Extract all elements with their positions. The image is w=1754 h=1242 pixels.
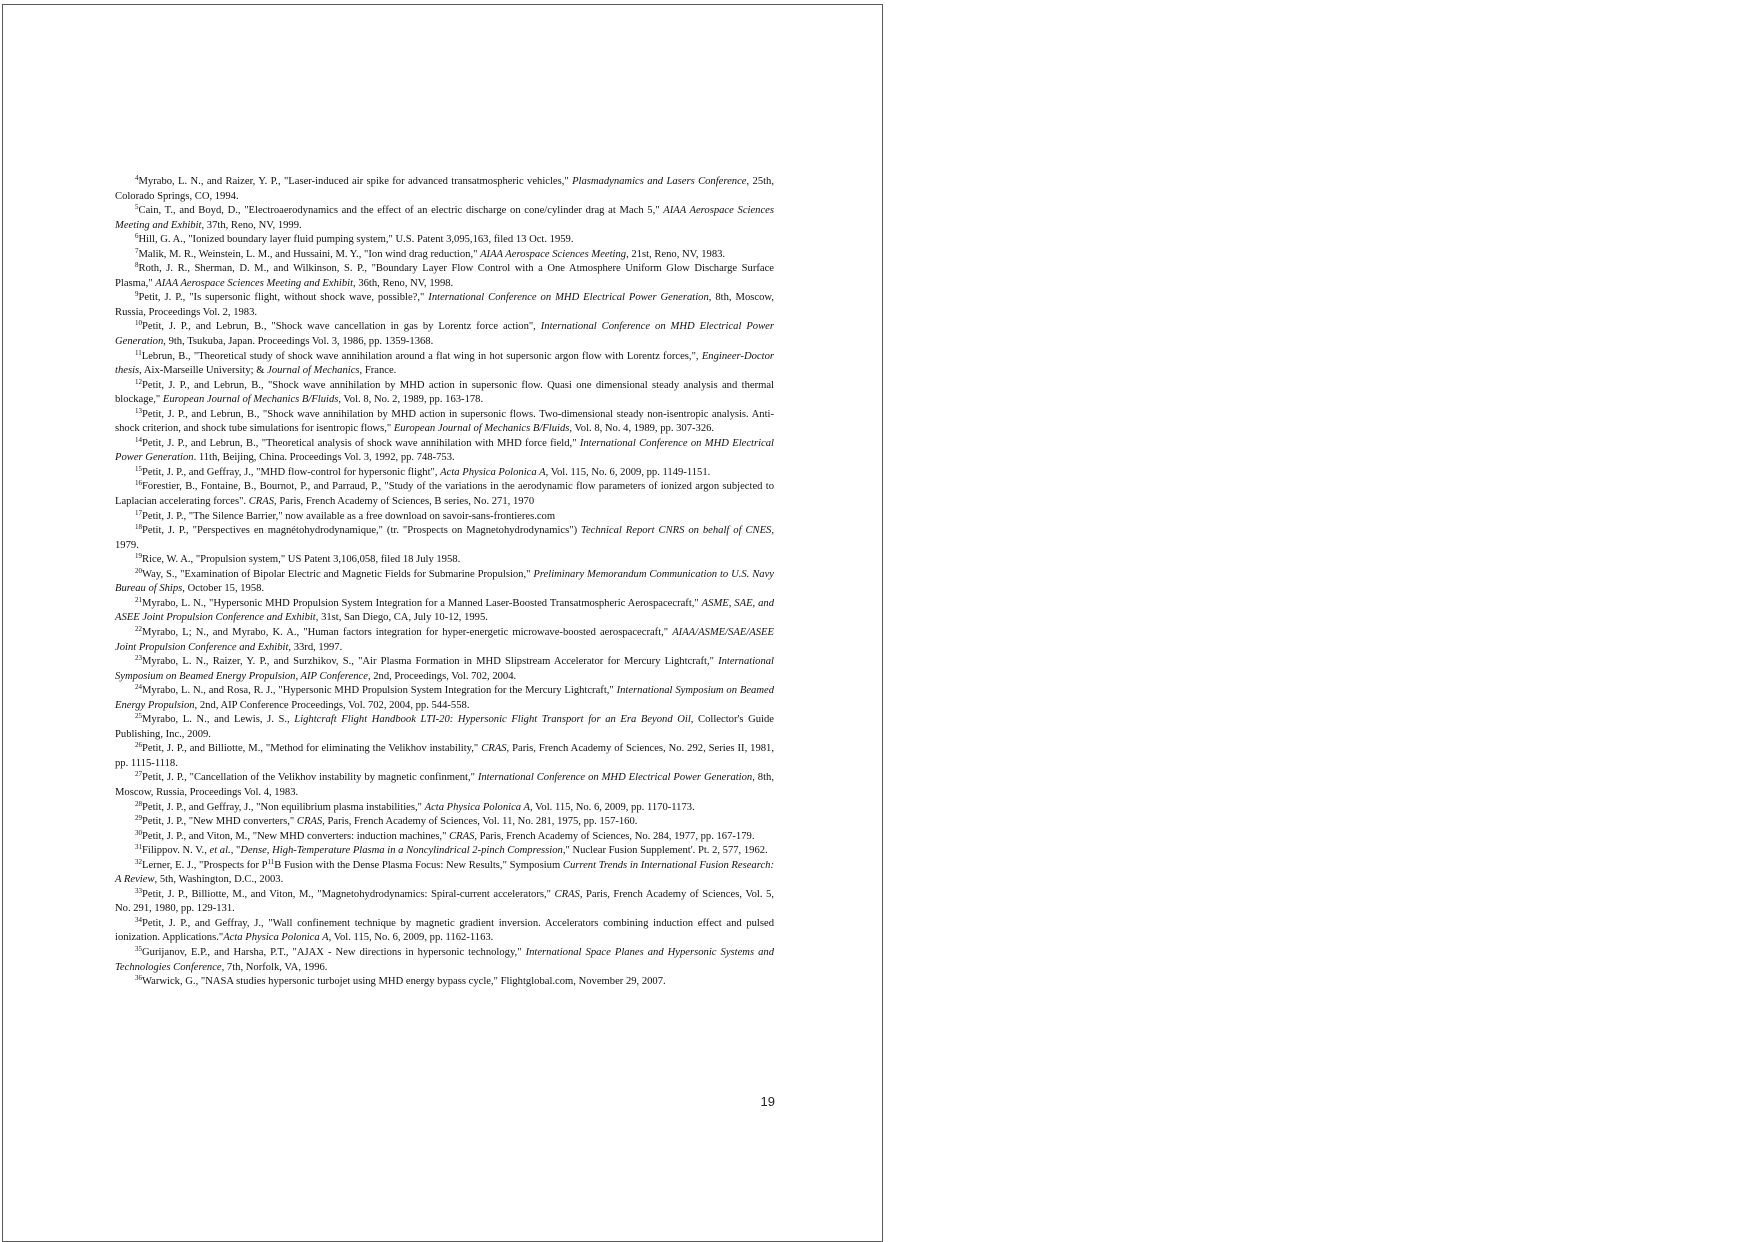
reference-text: , Paris, French Academy of Sciences, Vol. 5, No. 291, 1980, pp. 129-131. [115, 888, 774, 915]
reference-text: , 25th, Colorado Springs, CO, 1994. [115, 176, 775, 202]
reference-item [115, 320, 774, 349]
reference-number: 7 [135, 246, 139, 255]
reference-text: , October 15, 1958. [182, 583, 265, 595]
reference-number: 35 [135, 944, 142, 953]
reference-italic-text: CRAS [449, 830, 475, 842]
reference-text: Petit, J. P., and Lebrun, B., "Shock wave annihilation by MHD action in supersonic flow. Quasi one dimensional steady analysis and thermal blockage," [115, 379, 774, 406]
reference-item [115, 946, 774, 975]
reference-number: 19 [135, 552, 142, 561]
reference-italic-text: CRAS [554, 888, 580, 900]
reference-item [115, 655, 774, 684]
reference-item [115, 830, 774, 845]
reference-number: 10 [135, 319, 142, 328]
reference-text: , 9th, Tsukuba, Japan. Proceedings Vol. 3, 1986, pp. 1359-1368. [163, 336, 434, 348]
reference-text: , Aix-Marseille University; & [139, 365, 268, 377]
reference-number: 29 [135, 814, 142, 823]
reference-text: , 31st, San Diego, CA, July 10-12, 1995. [315, 612, 488, 624]
reference-text: , Vol. 8, No. 2, 1989, pp. 163-178. [338, 394, 484, 406]
reference-italic-text: CRAS [481, 743, 507, 755]
reference-item [115, 262, 774, 291]
reference-italic-text: International Symposium on Beamed Energy Propulsion, AIP Conference [115, 656, 774, 682]
reference-italic-text: CRAS [248, 496, 275, 508]
reference-text: . 11th, Beijing, China. Proceedings Vol. 3, 1992, pp. 748-753. [193, 452, 455, 464]
reference-number: 4 [135, 174, 139, 182]
reference-number: 22 [135, 624, 142, 633]
reference-number: 8 [135, 261, 139, 270]
reference-text: Way, S., "Examination of Bipolar Electric and Magnetic Fields for Submarine Propulsion," [142, 568, 534, 580]
reference-italic-text: Plasmadynamics and Lasers Conference [572, 176, 747, 187]
reference-item [115, 917, 774, 946]
reference-number: 32 [135, 857, 142, 866]
reference-text: Roth, J. R., Sherman, D. M., and Wilkinson, S. P., "Boundary Layer Flow Control with a One Atmosphere Uniform Glow Discharge Surface Plasma," [115, 263, 774, 289]
reference-number: 13 [135, 406, 142, 415]
reference-item [115, 233, 774, 248]
reference-text: , Collector's Guide Publishing, Inc., 2009. [115, 714, 774, 740]
reference-number: 12 [135, 377, 142, 386]
reference-number: 14 [135, 435, 142, 444]
reference-text: , " [230, 845, 241, 857]
reference-number: 25 [135, 712, 142, 721]
reference-list [115, 175, 774, 990]
reference-text: , 2nd, AIP Conference Proceedings, Vol. 702, 2004, pp. 544-558. [194, 699, 470, 711]
reference-text: B Fusion with the Dense Plasma Focus: New Results," Symposium [274, 859, 563, 871]
reference-item [115, 408, 774, 437]
reference-item [115, 510, 774, 525]
reference-text: Cain, T., and Boyd, D., "Electroaerodynamics and the effect of an electric discharge on cone/cylinder drag at Mach 5," [138, 205, 664, 217]
reference-item [115, 859, 774, 888]
reference-italic-text: Acta Physica Polonica A [424, 801, 531, 813]
reference-item [115, 771, 774, 800]
reference-text: Myrabo, L. N., and Raizer, Y. P., "Laser-induced air spike for advanced transatmospheric vehicles," [138, 176, 573, 187]
reference-number: 11 [135, 348, 142, 357]
reference-number: 30 [135, 828, 142, 837]
reference-italic-text: Acta Physica Polonica A [440, 466, 546, 478]
reference-italic-text: International Space Planes and Hypersonic Systems and Technologies Conference [115, 946, 774, 973]
reference-text: Petit, J. P., "Perspectives en magnétohydrodynamique," (tr. "Prospects on Magnetohydrodynamics") [142, 525, 582, 537]
reference-italic-text: Dense, High-Temperature Plasma in a Noncylindrical 2-pinch Compression, [240, 845, 566, 857]
reference-text: Petit, J. P., and Billiotte, M., "Method for eliminating the Velikhov instability," [142, 743, 482, 755]
reference-item [115, 626, 774, 655]
reference-text: Petit, J. P., Billiotte, M., and Viton, M., "Magnetohydrodynamics: Spiral-current accelerators," [142, 888, 555, 900]
reference-item [115, 379, 774, 408]
reference-text: , Vol. 115, No. 6, 2009, pp. 1170-1173. [530, 801, 695, 813]
reference-number: 6 [135, 232, 139, 241]
reference-text: Petit, J. P., and Lebrun, B., "Shock wave annihilation by MHD action in supersonic flows. Two-dimensional steady non-isentropic analysis. Anti-shock criterion, and shock tube simulations for isentropic flows," [115, 408, 774, 435]
reference-text: Myrabo, L. N., Raizer, Y. P., and Surzhikov, S., "Air Plasma Formation in MHD Slipstream Accelerator for Mercury Lightcraft," [142, 656, 719, 668]
reference-item [115, 437, 774, 466]
reference-item [115, 204, 774, 233]
reference-text: , 33rd, 1997. [288, 641, 343, 653]
reference-number: 28 [135, 799, 142, 808]
reference-italic-text: Technical Report CNRS on behalf of CNES [581, 525, 772, 537]
reference-text: Malik, M. R., Weinstein, L. M., and Hussaini, M. Y., "Ion wind drag reduction," [138, 248, 481, 260]
reference-italic-text: European Journal of Mechanics B/Fluids [162, 394, 339, 406]
reference-italic-text: Current Trends in International Fusion Research: A Review [115, 859, 774, 886]
reference-text: Myrabo, L. N., and Lewis, J. S., [142, 714, 295, 726]
reference-item [115, 568, 774, 597]
reference-text: , 8th, Moscow, Russia, Proceedings Vol. 2, 1983. [115, 292, 774, 318]
reference-item [115, 844, 774, 859]
reference-text: " Nuclear Fusion Supplement'. Pt. 2, 577, 1962. [565, 845, 768, 857]
reference-number: 26 [135, 741, 142, 750]
reference-italic-text: et al. [209, 845, 231, 857]
reference-number: 15 [135, 464, 142, 473]
reference-text: Forestier, B., Fontaine, B., Bournot, P., and Parraud, P., "Study of the variations in the aerodynamic flow parameters of ionized argon subjected to Laplacian accelerating forces". [115, 481, 774, 508]
reference-text: Petit, J. P., and Geffray, J., "MHD flow-control for hypersonic flight", [142, 466, 441, 478]
reference-text: , 37th, Reno, NV, 1999. [201, 219, 302, 231]
reference-number: 27 [135, 770, 142, 779]
reference-italic-text: AIAA Aerospace Sciences Meeting and Exhibit [155, 277, 354, 289]
reference-italic-text: AIAA Aerospace Sciences Meeting [480, 248, 627, 260]
reference-text: , Paris, French Academy of Sciences, No. 284, 1977, pp. 167-179. [474, 830, 755, 842]
reference-text: , Paris, French Academy of Sciences, No. 292, Series II, 1981, pp. 1115-1118. [115, 743, 774, 769]
reference-text: Warwick, G., "NASA studies hypersonic turbojet using MHD energy bypass cycle," Flightglobal.com, November 29, 2007. [142, 976, 666, 988]
reference-number: 5 [135, 203, 139, 212]
reference-text: Myrabo, L; N., and Myrabo, K. A., "Human factors integration for hyper-energetic microwave-boosted aerospacecraft," [142, 626, 673, 638]
reference-item [115, 524, 774, 553]
reference-italic-text: Journal of Mechanics [267, 365, 360, 377]
page-number: 19 [760, 1094, 775, 1109]
reference-item [115, 713, 774, 742]
reference-italic-text: CRAS [296, 816, 323, 828]
reference-number: 20 [135, 566, 142, 575]
reference-text: , Vol. 8, No. 4, 1989, pp. 307-326. [569, 423, 715, 435]
reference-text: , France. [359, 365, 397, 377]
reference-text: Petit, J. P., "New MHD converters," [142, 816, 297, 828]
reference-text: Petit, J. P., and Geffray, J., "Non equilibrium plasma instabilities," [142, 801, 425, 813]
reference-italic-text: European Journal of Mechanics B/Fluids [393, 423, 570, 435]
reference-item [115, 175, 774, 204]
reference-italic-text: Acta Physica Polonica A [223, 932, 329, 944]
reference-italic-text: Lightcraft Flight Handbook LTI-20: Hypersonic Flight Transport for an Era Beyond Oil [294, 714, 691, 726]
reference-item [115, 975, 774, 990]
reference-text: Petit, J. P., and Lebrun, B., "Theoretical analysis of shock wave annihilation with MHD force field," [142, 437, 580, 449]
reference-number: 36 [135, 974, 142, 983]
reference-text: Lerner, E. J., "Prospects for P [142, 859, 268, 871]
reference-text: Petit, J. P., "Is supersonic flight, without shock wave, possible?," [138, 292, 429, 304]
reference-text: Petit, J. P., and Geffray, J., "Wall confinement technique by magnetic gradient inversion. Accelerators combining induction effect and pulsed ionization. Applications." [115, 917, 774, 944]
reference-text: Petit, J. P., "The Silence Barrier," now available as a free download on savoir-sans-frontieres.com [142, 510, 556, 522]
reference-number: 18 [135, 523, 142, 532]
reference-italic-text: International Symposium on Beamed Energy Propulsion [115, 685, 774, 711]
reference-item [115, 684, 774, 713]
reference-text: , Paris, French Academy of Sciences, Vol. 11, No. 281, 1975, pp. 157-160. [322, 816, 638, 828]
document-page [2, 4, 883, 1242]
reference-italic-text: International Conference on MHD Electrical Power Generation [428, 292, 709, 304]
reference-number: 21 [135, 595, 142, 604]
reference-item [115, 888, 774, 917]
reference-italic-text: AIAA Aerospace Sciences Meeting and Exhibit [115, 205, 774, 231]
reference-number: 33 [135, 886, 142, 895]
reference-text: Lebrun, B., "Theoretical study of shock wave annihilation around a flat wing in hot supersonic argon flow with Lorentz forces,", [141, 350, 702, 362]
reference-text: , Paris, French Academy of Sciences, B series, No. 271, 1970 [274, 496, 535, 508]
reference-item [115, 291, 774, 320]
reference-text: , 1979. [115, 525, 774, 551]
reference-number: 17 [135, 508, 142, 517]
reference-italic-text: International Conference on MHD Electrical Power Generation [115, 321, 774, 348]
reference-text: , 5th, Washington, D.C., 2003. [154, 874, 284, 886]
reference-item [115, 350, 774, 379]
reference-item [115, 248, 774, 263]
reference-number: 31 [135, 843, 142, 852]
reference-italic-text: International Conference on MHD Electrical Power Generation [477, 772, 753, 784]
reference-item [115, 742, 774, 771]
reference-text: , 8th, Moscow, Russia, Proceedings Vol. 4, 1983. [115, 772, 774, 798]
reference-text: Filippov. N. V., [142, 845, 210, 857]
reference-number: 23 [135, 654, 142, 663]
reference-text: Petit, J. P., and Viton, M., "New MHD converters: induction machines," [142, 830, 450, 842]
reference-item [115, 466, 774, 481]
reference-item [115, 815, 774, 830]
reference-italic-text: International Conference on MHD Electrical Power Generation [115, 437, 774, 464]
reference-text: Petit, J. P., "Cancellation of the Velikhov instability by magnetic confinment," [142, 772, 478, 784]
reference-italic-text: Preliminary Memorandum Communication to U.S. Navy Bureau of Ships [115, 568, 774, 595]
reference-text: , 7th, Norfolk, VA, 1996. [221, 961, 328, 973]
reference-text: Rice, W. A., "Propulsion system," US Patent 3,106,058, filed 18 July 1958. [142, 554, 461, 566]
reference-text: , 21st, Reno, NV, 1983. [626, 248, 726, 260]
reference-item [115, 480, 774, 509]
reference-number: 24 [135, 683, 142, 692]
reference-text: , 36th, Reno, NV, 1998. [353, 277, 454, 289]
reference-text: , Vol. 115, No. 6, 2009, pp. 1162-1163. [328, 932, 494, 944]
reference-italic-text: Engineer-Doctor thesis [115, 350, 774, 377]
reference-text: , Vol. 115, No. 6, 2009, pp. 1149-1151. [545, 466, 711, 478]
reference-number: 16 [135, 479, 142, 488]
reference-italic-text: ASME, SAE, and ASEE Joint Propulsion Conference and Exhibit [115, 597, 774, 624]
reference-item [115, 597, 774, 626]
reference-text: Hill, G. A., "Ionized boundary layer fluid pumping system," U.S. Patent 3,095,163, filed 13 Oct. 1959. [138, 234, 574, 246]
reference-text: Myrabo, L. N., and Rosa, R. J., "Hypersonic MHD Propulsion System Integration for the Mercury Lightcraft," [142, 685, 617, 697]
reference-text: Myrabo, L. N., "Hypersonic MHD Propulsion System Integration for a Manned Laser-Boosted Transatmospheric Aerospacecraft," [142, 597, 702, 609]
reference-item [115, 553, 774, 568]
reference-superscript: 11 [267, 857, 275, 866]
reference-item [115, 801, 774, 816]
reference-italic-text: AIAA/ASME/SAE/ASEE Joint Propulsion Conference and Exhibit [115, 626, 774, 653]
reference-text: Petit, J. P., and Lebrun, B., "Shock wave cancellation in gas by Lorentz force action", [142, 321, 541, 333]
reference-number: 9 [135, 290, 139, 299]
reference-text: , 2nd, Proceedings, Vol. 702, 2004. [367, 670, 517, 682]
reference-text: Gurijanov, E.P., and Harsha, P.T., "AJAX - New directions in hypersonic technology," [142, 946, 526, 958]
reference-number: 34 [135, 915, 142, 924]
